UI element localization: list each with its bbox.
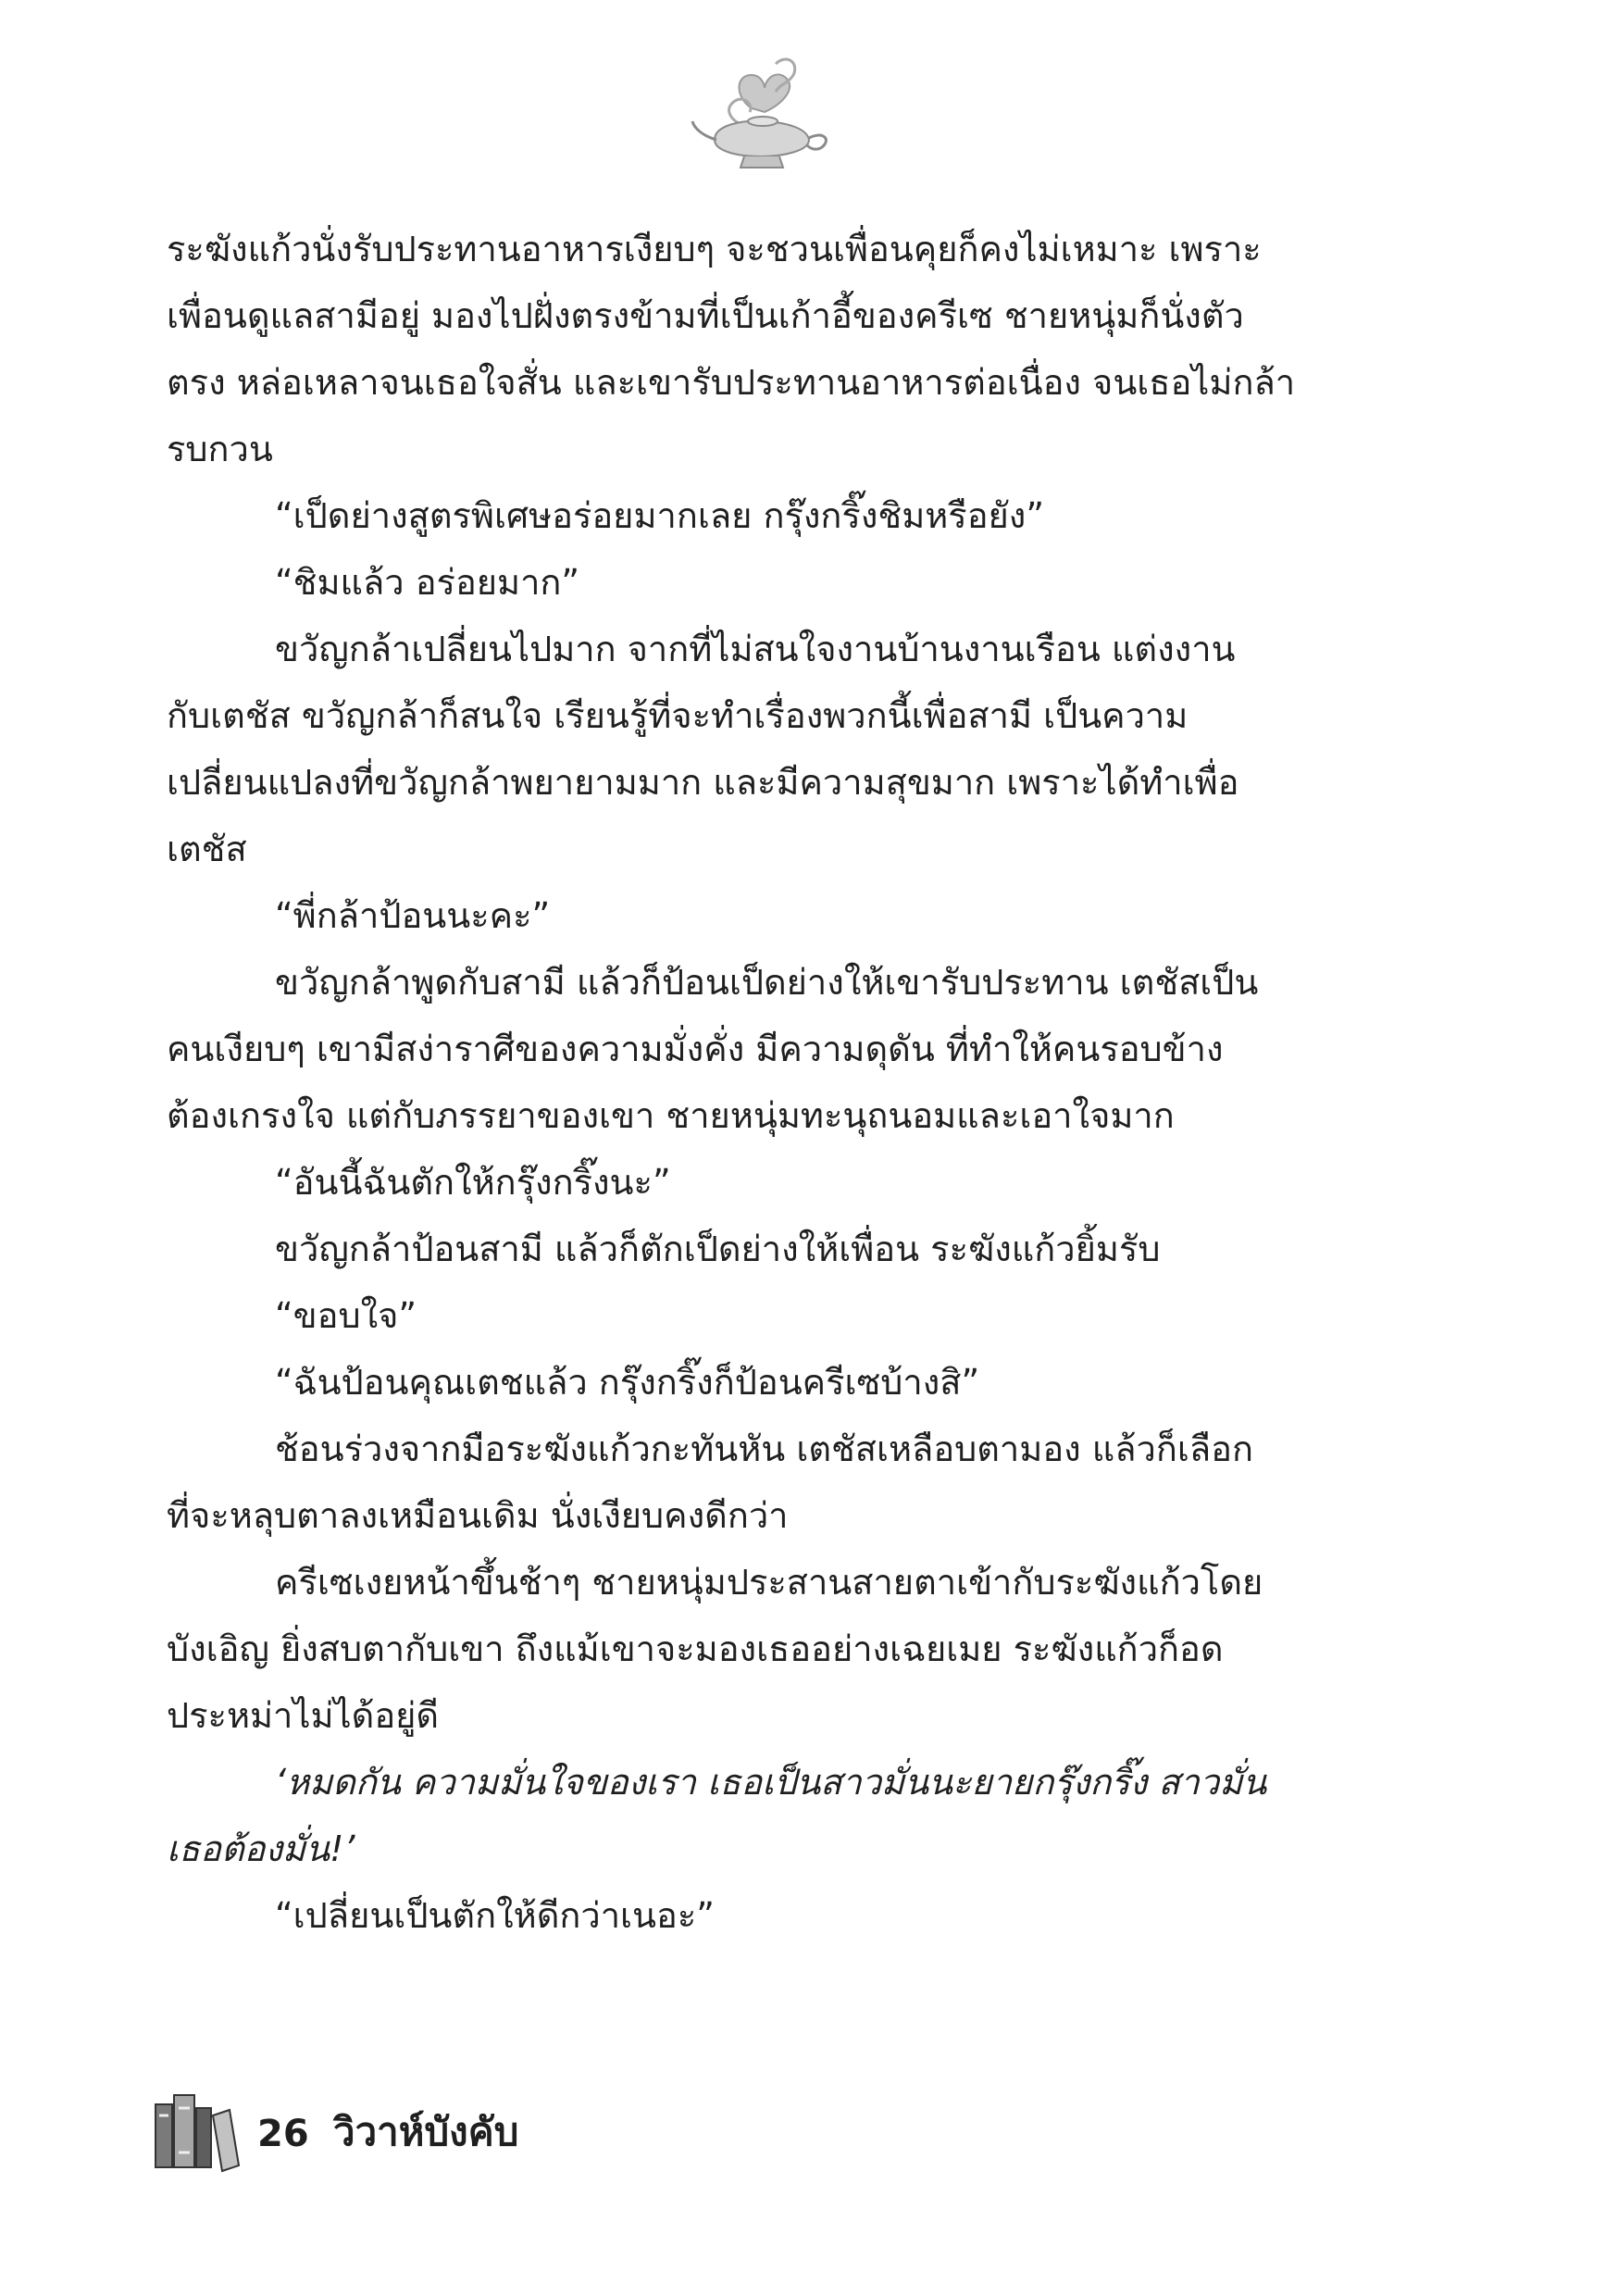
- text-line: เธอต้องมั่น!’: [167, 1828, 355, 1869]
- text-line: ขวัญกล้าป้อนสามี แล้วก็ตักเป็ดย่างให้เพื่อน ระฆังแก้วยิ้มรับ: [275, 1229, 1161, 1269]
- books-icon: [152, 2088, 241, 2173]
- text-line: “ขอบใจ”: [275, 1295, 417, 1336]
- text-line: “ฉันป้อนคุณเตชแล้ว กรุ๊งกริ๊งก็ป้อนครีเซบ้างสิ”: [275, 1362, 980, 1403]
- text-line: ครีเซเงยหน้าขึ้นช้าๆ ชายหนุ่มประสานสายตาเข้ากับระฆังแก้วโดย: [275, 1562, 1263, 1603]
- page-footer: [152, 2088, 800, 2180]
- text-line: ต้องเกรงใจ แต่กับภรรยาของเขา ชายหนุ่มทะนุถนอมและเอาใจมาก: [167, 1095, 1175, 1136]
- book-title: วิวาห์บังคับ: [333, 2109, 519, 2154]
- text-line: กับเตชัส ขวัญกล้าก็สนใจ เรียนรู้ที่จะทำเรื่องพวกนี้เพื่อสามี เป็นความ: [167, 695, 1189, 736]
- body-text: [167, 216, 1347, 1949]
- text-line: “พี่กล้าป้อนนะคะ”: [275, 895, 551, 936]
- text-line: “อันนี้ฉันตักให้กรุ๊งกริ๊งนะ”: [275, 1162, 671, 1203]
- text-line: ‘หมดกัน ความมั่นใจของเรา เธอเป็นสาวมั่นนะยายกรุ๊งกริ๊ง สาวมั่น: [275, 1762, 1267, 1803]
- text-line: บังเอิญ ยิ่งสบตากับเขา ถึงแม้เขาจะมองเธออย่างเฉยเมย ระฆังแก้วก็อด: [167, 1628, 1224, 1669]
- text-line: ตรง หล่อเหลาจนเธอใจสั่น และเขารับประทานอาหารต่อเนื่อง จนเธอไม่กล้า: [167, 362, 1296, 403]
- text-line: รบกวน: [167, 429, 273, 469]
- text-line: “ชิมแล้ว อร่อยมาก”: [275, 562, 580, 603]
- page-number: 26: [257, 2113, 309, 2155]
- text-line: ขวัญกล้าพูดกับสามี แล้วก็ป้อนเป็ดย่างให้เขารับประทาน เตชัสเป็น: [275, 962, 1259, 1003]
- text-line: ประหม่าไม่ได้อยู่ดี: [167, 1695, 440, 1736]
- text-line: “เปลี่ยนเป็นตักให้ดีกว่าเนอะ”: [275, 1895, 715, 1936]
- text-line: “เป็ดย่างสูตรพิเศษอร่อยมากเลย กรุ๊งกริ๊งชิมหรือยัง”: [275, 495, 1045, 536]
- text-line: เตชัส: [167, 829, 247, 869]
- text-line: ระฆังแก้วนั่งรับประทานอาหารเงียบๆ จะชวนเพื่อนคุยก็คงไม่เหมาะ เพราะ: [167, 229, 1262, 269]
- text-line: เพื่อนดูแลสามีอยู่ มองไปฝั่งตรงข้ามที่เป็นเก้าอี้ของครีเซ ชายหนุ่มก็นั่งตัว: [167, 295, 1244, 336]
- text-line: ขวัญกล้าเปลี่ยนไปมาก จากที่ไม่สนใจงานบ้านงานเรือน แต่งงาน: [275, 629, 1236, 669]
- text-line: ช้อนร่วงจากมือระฆังแก้วกะทันหัน เตชัสเหลือบตามอง แล้วก็เลือก: [275, 1429, 1254, 1469]
- text-line: ที่จะหลุบตาลงเหมือนเดิม นั่งเงียบคงดีกว่า: [167, 1495, 789, 1536]
- genie-lamp-ornament-icon: [687, 51, 835, 173]
- text-line: เปลี่ยนแปลงที่ขวัญกล้าพยายามมาก และมีความสุขมาก เพราะได้ทำเพื่อ: [167, 762, 1239, 803]
- text-line: คนเงียบๆ เขามีสง่าราศีของความมั่งคั่ง มีความดุดัน ที่ทำให้คนรอบข้าง: [167, 1029, 1224, 1069]
